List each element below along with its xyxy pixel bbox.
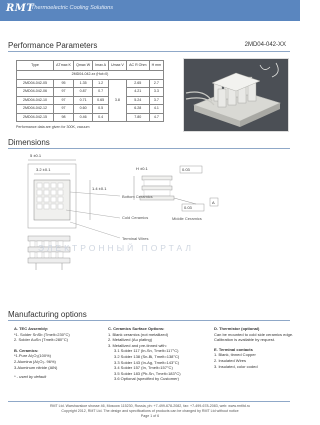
datum-a: A <box>212 200 215 205</box>
table-cell: 0.5 <box>93 105 109 114</box>
table-cell: 5.24 <box>126 96 149 105</box>
table-cell: 0.46 <box>74 113 93 122</box>
thermistor-text: Can be mounted to cold side ceramics edge. Calibration is available by request. <box>214 331 294 343</box>
table-cell: 0.71 <box>74 96 93 105</box>
tol-bottom: 0.03 <box>184 205 192 210</box>
footer-rule <box>8 401 290 402</box>
surface-options-heading: C. Ceramics Surface Options: <box>108 326 165 331</box>
option-item: *1.Pure Al₂O₃(100%) <box>14 353 51 359</box>
table-cell: 1.2 <box>93 79 109 88</box>
dim-side: 1.4 ±0.1 <box>92 186 107 191</box>
table-row <box>17 88 164 97</box>
part-number: 2MD04-042-XX <box>244 42 286 48</box>
option-item: 3.1 Solder 117 (In-Sn, Tmelt=117°C) <box>114 348 179 354</box>
option-item: 2.Alumina (Al₂O₃- 96%) <box>14 358 56 364</box>
table-cell: 3.7 <box>149 96 163 105</box>
option-item: 3.Aluminum nitride (AlN) <box>14 364 58 370</box>
label-bottom-ceramics: Bottom Ceramics <box>122 194 153 199</box>
table-cell: 7.80 <box>126 113 149 122</box>
table-cell: 2MD04-042-06 <box>17 88 54 97</box>
table-row <box>17 113 164 122</box>
table-cell: 0.60 <box>74 105 93 114</box>
tec-assembly-heading: A. TEC Assembly: <box>14 326 49 331</box>
option-item: 2. Solder AuSn (Tmelt=280°C) <box>14 337 68 343</box>
dimensions-rule <box>8 148 290 149</box>
table-cell: 95 <box>54 79 74 88</box>
option-item: 3.3 Solder 143 (In-Ag, Tmelt=143°C) <box>114 359 180 365</box>
options-col-d <box>214 326 294 369</box>
table-cell: 0.87 <box>74 88 93 97</box>
table-cell: 2.7 <box>149 79 163 88</box>
option-item: 3.2 Solder 138 (Sn-Bi, Tmelt=138°C) <box>114 353 180 359</box>
table-cell: 1.35 <box>74 79 93 88</box>
label-cold-ceramics: Cold Ceramics <box>122 215 149 220</box>
table-subheader: 2MD04-042-xx (Hot=0) <box>17 71 164 80</box>
table-cell: 2MD04-042-12 <box>17 105 54 114</box>
option-item: 2. Insulated Wires <box>214 357 247 363</box>
ceramics-heading: B. Ceramics: <box>14 347 39 353</box>
table-cell: 3.3 <box>149 88 163 97</box>
watermark-text: ЭЛЕКТРОННЫЙ ПОРТАЛ <box>38 243 194 253</box>
footer-page: Page 1 of 6 <box>140 414 160 418</box>
brand-subtitle: Thermoelectric Cooling Solutions <box>31 5 114 11</box>
table-cell: 98 <box>54 113 74 122</box>
col-umax: Umax V <box>108 61 126 71</box>
thermistor-heading: D. Thermistor (optional) <box>214 326 260 331</box>
option-item: 3.5 Solder 183 (Pb-Sn, Tmelt=183°C) <box>114 370 181 376</box>
table-header-row <box>17 61 164 71</box>
footer-copyright: Copyright 2012, RMT Ltd. The design and specifications of products can be changed by RMT Ltd without notice <box>61 409 239 413</box>
product-photo <box>183 58 289 132</box>
col-imax: Imax A <box>93 61 109 71</box>
table-cell: 2MD04-042-10 <box>17 96 54 105</box>
option-item: 2. Metallized (Au plating) <box>108 337 153 343</box>
performance-footnote: Performance data are given for 300K, vacuum <box>16 125 90 129</box>
side-elevation <box>26 234 72 272</box>
options-title: Manufacturing options <box>8 310 87 319</box>
table-cell: 2MD04-042-05 <box>17 79 54 88</box>
default-note: * - used by default <box>14 374 47 380</box>
table-subheader-row <box>17 71 164 80</box>
label-middle-ceramics: Middle Ceramics <box>172 216 202 221</box>
table-cell: 4.7 <box>149 113 163 122</box>
tol-top: 0.03 <box>182 167 190 172</box>
col-h: H mm <box>149 61 163 71</box>
table-cell: 97 <box>54 105 74 114</box>
tec-module-photo <box>184 59 288 131</box>
table-cell-umax: 3.8 <box>108 79 126 122</box>
table-cell: 0.65 <box>93 96 109 105</box>
dimensions-title: Dimensions <box>8 138 50 147</box>
terminal-heading: E. Terminal contacts <box>214 346 253 352</box>
table-row <box>17 79 164 88</box>
label-terminal-wires: Terminal Wires <box>122 236 149 241</box>
table-cell: 4.21 <box>126 88 149 97</box>
table-cell: 0.7 <box>93 88 109 97</box>
table-cell: 4.1 <box>149 105 163 114</box>
col-qmax: Qmax W <box>74 61 93 71</box>
footer-address: RMT Ltd. Warshavskoe shosse 46, Moscow 115230, Russia, ph: +7-499-678-2082, fax: +7-499-678-2083, web: www.rmtltd.ru <box>49 404 251 408</box>
col-acr: AC R Ohm <box>126 61 149 71</box>
performance-title: Performance Parameters <box>8 41 98 50</box>
table-cell: 2.65 <box>126 79 149 88</box>
table-cell: 0.4 <box>93 113 109 122</box>
table-cell: 97 <box>54 88 74 97</box>
dim-width-top: 5 ±0.1 <box>30 153 42 158</box>
table-row <box>17 96 164 105</box>
options-rule <box>8 320 290 321</box>
footer <box>0 404 300 419</box>
dim-height: H ±0.1 <box>136 166 148 171</box>
option-item: 1. Blank ceramics (not metallized) <box>108 331 169 337</box>
table-cell: 6.28 <box>126 105 149 114</box>
col-type: Type <box>17 61 54 71</box>
option-item: 3. Insulated, color coded <box>214 363 258 369</box>
dim-width-inner: 3.2 ±0.1 <box>36 167 51 172</box>
option-item: *1. Solder SnSb (Tmelt=230°C) <box>14 331 70 337</box>
option-item: 1. Blank, tinned Copper <box>214 352 256 358</box>
col-dtmax: ΔTmax K <box>54 61 74 71</box>
table-cell: 97 <box>54 96 74 105</box>
option-item: 3.4 Solder 157 (In, Tmelt=157°C) <box>114 365 173 371</box>
option-item: 3.6 Optional (specified by Customer) <box>114 376 179 382</box>
option-item: 3. Metallized and pre-tinned with: <box>108 342 167 348</box>
table-row <box>17 105 164 114</box>
performance-rule <box>8 51 290 52</box>
options-col-c <box>108 326 208 382</box>
options-col-a <box>14 326 106 380</box>
table-cell: 2MD04-042-15 <box>17 113 54 122</box>
performance-table <box>16 60 164 122</box>
brand-logo: RMT <box>6 3 35 14</box>
